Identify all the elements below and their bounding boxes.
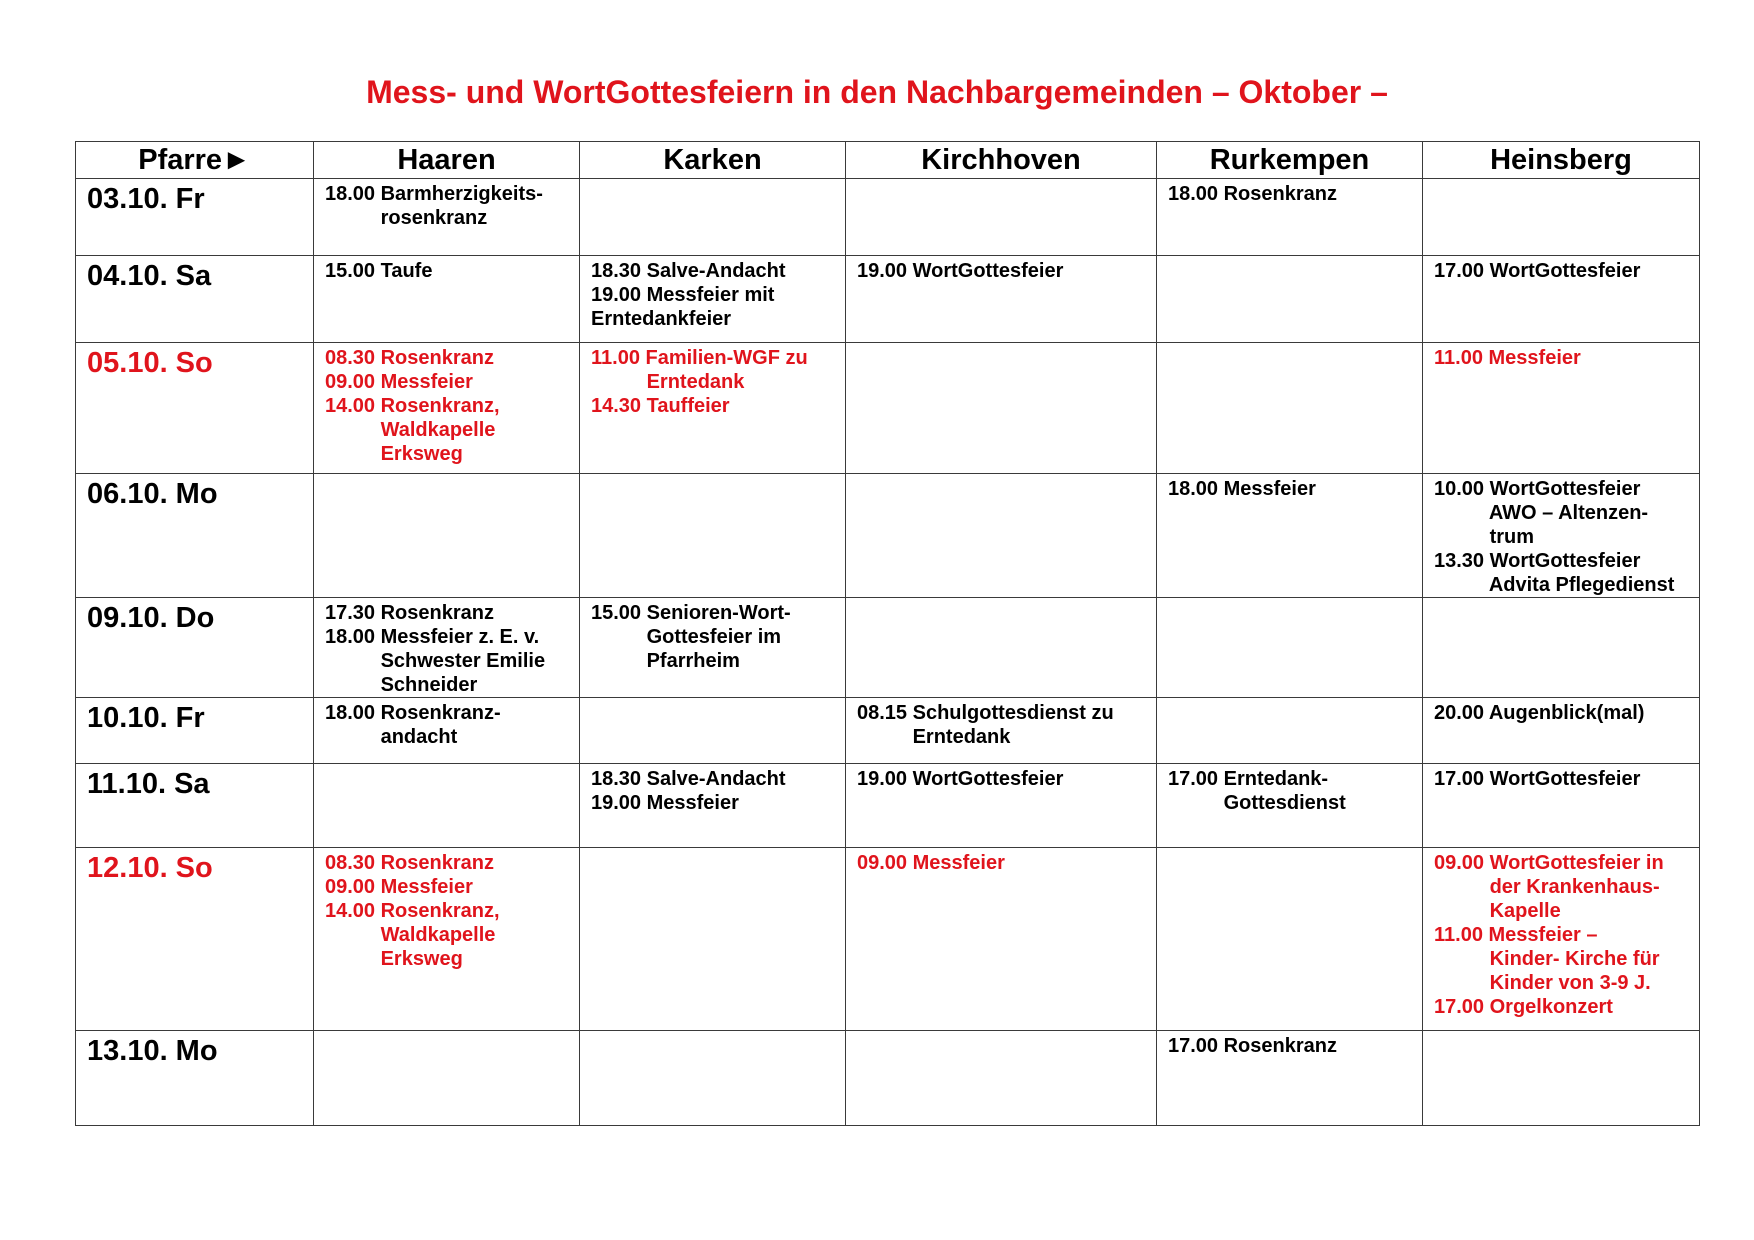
- cell-rurkempen: [1157, 256, 1423, 343]
- cell-haaren: [314, 1031, 580, 1126]
- event-line: Schneider: [325, 674, 478, 696]
- day-cell: 04.10. Sa: [76, 256, 314, 343]
- cell-haaren: [314, 179, 580, 256]
- table-row: [76, 764, 1700, 848]
- event-line: 18.00 Messfeier z. E. v.: [325, 626, 540, 648]
- cell-haaren: [314, 764, 580, 848]
- event-line: 10.00 WortGottesfeier: [1434, 478, 1641, 500]
- event-line: 19.00 Messfeier mit: [591, 284, 775, 306]
- cell-karken: [580, 343, 846, 474]
- event-line: 17.30 Rosenkranz: [325, 602, 494, 624]
- event-line: der Krankenhaus-: [1434, 876, 1660, 898]
- event-line: 15.00 Taufe: [325, 260, 433, 282]
- cell-kirchhoven: [846, 474, 1157, 598]
- event-line: 14.00 Rosenkranz,: [325, 900, 500, 922]
- cell-rurkempen: [1157, 698, 1423, 764]
- event-line: 08.15 Schulgottesdienst zu: [857, 702, 1114, 724]
- table-row: [76, 698, 1700, 764]
- event-line: 18.00 Rosenkranz-: [325, 702, 501, 724]
- day-cell: 05.10. So: [76, 343, 314, 474]
- table-row: [76, 343, 1700, 474]
- header-kirchhoven: Kirchhoven: [846, 142, 1157, 179]
- event-line: 13.30 WortGottesfeier: [1434, 550, 1641, 572]
- table-row: [76, 474, 1700, 598]
- cell-heinsberg: [1423, 848, 1700, 1031]
- cell-kirchhoven: [846, 598, 1157, 698]
- cell-karken: [580, 598, 846, 698]
- cell-karken: [580, 474, 846, 598]
- cell-haaren: [314, 598, 580, 698]
- cell-karken: [580, 848, 846, 1031]
- cell-rurkempen: [1157, 343, 1423, 474]
- cell-rurkempen: [1157, 179, 1423, 256]
- event-line: andacht: [325, 726, 458, 748]
- event-line: 17.00 Erntedank-: [1168, 768, 1329, 790]
- day-cell: 10.10. Fr: [76, 698, 314, 764]
- page-title: Mess- und WortGottesfeiern in den Nachbargemeinden – Oktober –: [366, 74, 1388, 110]
- cell-heinsberg: [1423, 598, 1700, 698]
- cell-haaren: [314, 343, 580, 474]
- event-line: Advita Pflegedienst: [1434, 574, 1675, 596]
- cell-rurkempen: [1157, 848, 1423, 1031]
- event-line: 09.00 WortGottesfeier in: [1434, 852, 1664, 874]
- cell-kirchhoven: [846, 179, 1157, 256]
- cell-heinsberg: [1423, 343, 1700, 474]
- cell-kirchhoven: [846, 1031, 1157, 1126]
- event-line: 15.00 Senioren-Wort-: [591, 602, 791, 624]
- cell-karken: [580, 1031, 846, 1126]
- event-line: Kapelle: [1434, 900, 1561, 922]
- cell-karken: [580, 698, 846, 764]
- header-row: [76, 142, 1700, 179]
- cell-rurkempen: [1157, 474, 1423, 598]
- event-line: 18.30 Salve-Andacht: [591, 768, 786, 790]
- day-cell: 03.10. Fr: [76, 179, 314, 256]
- table-row: [76, 848, 1700, 1031]
- event-line: Erntedankfeier: [591, 308, 732, 330]
- event-line: 20.00 Augenblick(mal): [1434, 702, 1645, 724]
- table-row: [76, 256, 1700, 343]
- event-line: 18.00 Barmherzigkeits-: [325, 183, 543, 205]
- cell-haaren: [314, 256, 580, 343]
- event-line: 18.00 Rosenkranz: [1168, 183, 1337, 205]
- cell-karken: [580, 764, 846, 848]
- table-row: [76, 598, 1700, 698]
- cell-heinsberg: [1423, 698, 1700, 764]
- day-cell: 09.10. Do: [76, 598, 314, 698]
- event-line: Waldkapelle: [325, 419, 496, 441]
- event-line: Pfarrheim: [591, 650, 740, 672]
- event-line: 17.00 WortGottesfeier: [1434, 260, 1641, 282]
- event-line: Erntedank: [857, 726, 1011, 748]
- event-line: 19.00 WortGottesfeier: [857, 260, 1064, 282]
- event-line: Erksweg: [325, 948, 463, 970]
- event-line: Kinder- Kirche für: [1434, 948, 1660, 970]
- event-line: Gottesdienst: [1168, 792, 1346, 814]
- event-line: Schwester Emilie: [325, 650, 546, 672]
- event-line: 17.00 Orgelkonzert: [1434, 996, 1613, 1018]
- header-karken: Karken: [580, 142, 846, 179]
- event-line: 19.00 Messfeier: [591, 792, 739, 814]
- event-line: 19.00 WortGottesfeier: [857, 768, 1064, 790]
- event-line: 09.00 Messfeier: [325, 876, 473, 898]
- day-cell: 06.10. Mo: [76, 474, 314, 598]
- event-line: Waldkapelle: [325, 924, 496, 946]
- event-line: 11.00 Familien-WGF zu: [591, 347, 808, 369]
- event-line: 18.00 Messfeier: [1168, 478, 1316, 500]
- cell-heinsberg: [1423, 256, 1700, 343]
- header-rurkempen: Rurkempen: [1157, 142, 1423, 179]
- event-line: 14.30 Tauffeier: [591, 395, 730, 417]
- event-line: 14.00 Rosenkranz,: [325, 395, 500, 417]
- event-line: 17.00 WortGottesfeier: [1434, 768, 1641, 790]
- cell-rurkempen: [1157, 598, 1423, 698]
- cell-heinsberg: [1423, 179, 1700, 256]
- cell-karken: [580, 256, 846, 343]
- cell-haaren: [314, 698, 580, 764]
- cell-heinsberg: [1423, 474, 1700, 598]
- event-line: 11.00 Messfeier: [1434, 347, 1581, 369]
- event-line: 09.00 Messfeier: [325, 371, 473, 393]
- table-row: [76, 1031, 1700, 1126]
- event-line: 18.30 Salve-Andacht: [591, 260, 786, 282]
- event-line: 08.30 Rosenkranz: [325, 852, 494, 874]
- cell-rurkempen: [1157, 1031, 1423, 1126]
- event-line: 09.00 Messfeier: [857, 852, 1005, 874]
- table-row: [76, 179, 1700, 256]
- cell-kirchhoven: [846, 764, 1157, 848]
- event-line: trum: [1434, 526, 1535, 548]
- event-line: Erksweg: [325, 443, 463, 465]
- day-cell: 12.10. So: [76, 848, 314, 1031]
- cell-rurkempen: [1157, 764, 1423, 848]
- event-line: Kinder von 3-9 J.: [1434, 972, 1651, 994]
- cell-kirchhoven: [846, 256, 1157, 343]
- event-line: AWO – Altenzen-: [1434, 502, 1649, 524]
- cell-karken: [580, 179, 846, 256]
- event-line: Erntedank: [591, 371, 745, 393]
- event-line: 17.00 Rosenkranz: [1168, 1035, 1337, 1057]
- header-pfarre: Pfarre►: [76, 142, 314, 179]
- cell-haaren: [314, 474, 580, 598]
- header-heinsberg: Heinsberg: [1423, 142, 1700, 179]
- event-line: Gottesfeier im: [591, 626, 782, 648]
- header-haaren: Haaren: [314, 142, 580, 179]
- event-line: 08.30 Rosenkranz: [325, 347, 494, 369]
- cell-heinsberg: [1423, 1031, 1700, 1126]
- day-cell: 13.10. Mo: [76, 1031, 314, 1126]
- event-line: rosenkranz: [325, 207, 488, 229]
- event-line: 11.00 Messfeier –: [1434, 924, 1598, 946]
- cell-kirchhoven: [846, 698, 1157, 764]
- cell-heinsberg: [1423, 764, 1700, 848]
- schedule-table: [75, 141, 1700, 1126]
- cell-kirchhoven: [846, 848, 1157, 1031]
- cell-kirchhoven: [846, 343, 1157, 474]
- cell-haaren: [314, 848, 580, 1031]
- day-cell: 11.10. Sa: [76, 764, 314, 848]
